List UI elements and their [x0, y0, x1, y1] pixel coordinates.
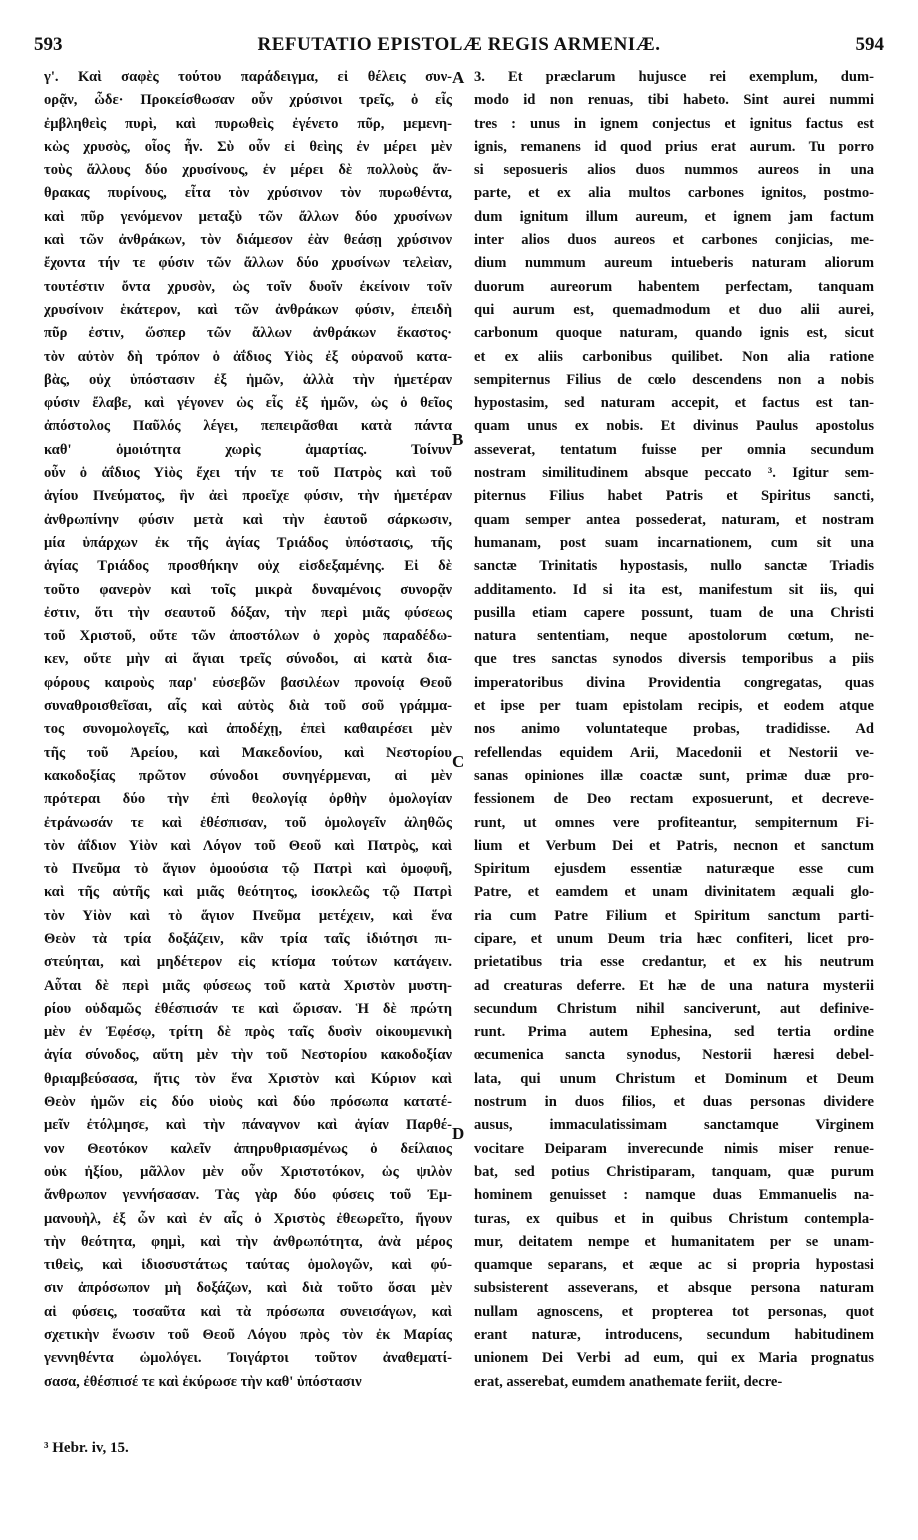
text-line: μανουὴλ, ἐξ ὧν καὶ ἐν αἷς ὁ Χριστὸς ἐθεωρεῖτο, ἤγουν — [44, 1210, 452, 1227]
latin-column — [474, 66, 874, 1394]
text-line: τος συνομολογεῖς, καὶ ἀποδέχῃ, ἐπεὶ καθαιρέσει μὲν — [44, 721, 452, 738]
text-line: φόρους καιροὺς παρ' εὐσεβῶν βασιλέων προνοίᾳ Θεοῦ — [44, 674, 452, 691]
text-line: vocitare Deiparam inverecunde nimis miser renue- — [474, 1140, 874, 1157]
text-line: que tres sanctas synodos diversis temporibus a piis — [474, 651, 874, 668]
text-line: bat, sed potius Christiparam, tanquam, quæ purum — [474, 1163, 874, 1180]
text-line: duorum aureorum habentem perfectam, tanquam — [474, 278, 874, 295]
text-line: κακοδοξίας πρῶτον σύνοδοι συνηγέρμεναι, αἱ μὲν — [44, 767, 452, 784]
text-line: μία ὑπάρχων ἐκ τῆς ἁγίας Τριάδος ὑπόστασις, τῆς — [44, 534, 452, 551]
text-line: πῦρ ἐστιν, ὥσπερ τῶν ἄλλων ἀνθράκων ἕκαστος· — [44, 325, 452, 342]
text-line: ignis, remanens id quod prius erat aurum. Tu porro — [474, 138, 874, 155]
text-line: σασα, ἐθέσπισέ τε καὶ ἐκύρωσε τὴν καθ' ὑπόστασιν — [44, 1373, 362, 1390]
text-line: et ex aliis carbonibus quilibet. Non alia ratione — [474, 348, 874, 365]
running-title: REFUTATIO EPISTOLÆ REGIS ARMENIÆ. — [257, 34, 661, 55]
text-line: θριαμβεύσασα, ἥτις τὸν ἕνα Χριστὸν καὶ Κύριον καὶ — [44, 1070, 452, 1087]
text-line: prietatibus tria esse credantur, et ex his neutrum — [474, 954, 874, 971]
text-line: Spiritum ejusdem essentiæ naturæque esse cum — [474, 861, 874, 878]
text-line: ἀπόστολος Παῦλός λέγει, πεπειρᾶσθαι κατὰ πάντα — [44, 418, 452, 435]
text-line: ad creaturas deferre. Et hæ de una natura mysterii — [474, 977, 874, 994]
text-line: imperatoribus divina Providentia congregatas, quas — [474, 674, 874, 691]
text-line: hominem genuisset : namque duas Emmanuelis na- — [474, 1187, 874, 1204]
text-line: κὼς χρυσὸς, οἷος ἦν. Σὺ οὖν εἰ θεὶης ἐν μέρει μὲν — [44, 138, 452, 155]
text-line: mur, deitatem nempe et humanitatem per se unam- — [474, 1233, 874, 1250]
text-line: nullam agnoscens, et propterea tot personas, quot — [474, 1303, 874, 1320]
text-line: sempiternus Filius de cœlo descendens non a nobis — [474, 371, 874, 388]
text-line: erat, asserebat, eumdem anathemate feriit, decre- — [474, 1373, 783, 1390]
text-line: οὐκ ἠξίου, μᾶλλον μὲν οὖν Χριστοτόκον, ὡς ψιλὸν — [44, 1163, 452, 1180]
text-line: σιν ἀπρόσωπον μὴ δοξάζων, καὶ διὰ τοῦτο ὅσαι μὲν — [44, 1280, 452, 1297]
greek-column — [44, 66, 452, 1394]
text-line: unionem Dei Verbi ad eum, qui ex Maria prognatus — [474, 1350, 874, 1367]
text-line: nostrum in duos filios, et duas personas dividere — [474, 1094, 874, 1111]
text-line: οὖν ὁ ἀΐδιος Υἱὸς ἔχει τήν τε τοῦ Πατρὸς καὶ τοῦ — [44, 465, 452, 482]
text-line: τιθεὶς, καὶ ἰδιοσυστάτως ταύτας ὁμολογῶν, καὶ φύ- — [44, 1257, 452, 1274]
text-line: τῆς τοῦ Ἀρείου, καὶ Μακεδονίου, καὶ Νεστορίου — [44, 744, 452, 761]
text-line: νον Θεοτόκον καλεῖν ἀπηρυθριασμένως ὁ δείλαιος — [44, 1140, 452, 1157]
text-line: tres : unus in ignem conjectus et ignitus factus est — [474, 115, 874, 132]
text-line: καὶ πῦρ γενόμενον μεταξὺ τῶν ἄλλων δύο χρυσίνων — [44, 208, 452, 225]
text-line: στεύηται, καὶ μηδέτερον εἰς κτίσμα τούτων κατάγειν. — [44, 954, 452, 971]
text-line: κεν, οὔτε μὴν αἱ ἅγιαι τρεῖς σύνοδοι, αἱ κατὰ δια- — [44, 651, 452, 668]
text-line: fessionem de Deo rectam exposuerunt, et decreve- — [474, 791, 874, 808]
text-line: Patre, et eamdem et unam divinitatem æquali glo- — [474, 884, 874, 901]
text-line: μεῖν ἐτόλμησε, καὶ τὴν πάναγνον καὶ ἁγίαν Παρθέ- — [44, 1117, 452, 1134]
text-line: erant naturæ, introducens, secundum habitudinem — [474, 1327, 874, 1344]
text-line: quamque separans, et æque ac si propria hypostasi — [474, 1257, 874, 1274]
text-line: nos animo voluntateque probas, tradidisse. Ad — [474, 721, 874, 738]
text-line: καὶ τῆς αὐτῆς καὶ μιᾶς θεότητος, ἰσοκλεῶς τῷ Πατρὶ — [44, 884, 452, 901]
text-line: τὴν θεότητα, φημὶ, καὶ τὴν ἀνθρωπότητα, ἀνὰ μέρος — [44, 1233, 452, 1250]
page-number-left: 593 — [34, 34, 63, 55]
text-line: γ'. Καὶ σαφὲς τούτου παράδειγμα, εἰ θέλεις συν- — [44, 69, 452, 85]
text-line: τὸν Υἱὸν καὶ τὸ ἅγιον Πνεῦμα μετέχειν, καὶ ἕνα — [44, 907, 452, 924]
text-line: τὸν ἀΐδιον Υἱὸν καὶ Λόγον τοῦ Θεοῦ καὶ Πατρὸς, καὶ — [44, 837, 452, 854]
running-header — [34, 34, 884, 58]
text-line: carbonum quoque naturam, quando ignis est, sicut — [474, 325, 874, 342]
text-line: secundum Christum nihil sanciverunt, aut definive- — [474, 1000, 874, 1017]
text-line: et ipse per tuam epistolam recipis, et eodem atque — [474, 698, 874, 715]
text-line: ἐστιν, ὅτι τὴν σεαυτοῦ δόξαν, τὴν περὶ μιᾶς φύσεως — [44, 604, 452, 621]
text-line: ἁγίου Πνεύματος, ἣν ἀεὶ προεῖχε φύσιν, τὴν ἡμετέραν — [44, 488, 452, 505]
text-line: piternus Filius habet Patris et Spiritus sancti, — [474, 488, 874, 505]
text-line: χρυσίνοιν ἑκάτερον, καὶ τῶν ἀνθράκων φύσιν, ἐπειδὴ — [44, 301, 452, 318]
text-line: πρότεραι δύο τὴν ἐπὶ θεολογίᾳ ὀρθὴν ὁμολογίαν — [44, 791, 452, 808]
text-line: τὸ Πνεῦμα τὸ ἅγιον ὁμοούσια τῷ Πατρὶ καὶ ὁμοφυῆ, — [44, 861, 452, 878]
text-line: parte, et ex alia multos carbones ignitos, postmo- — [474, 185, 874, 202]
page-number-right: 594 — [855, 34, 884, 55]
text-line: runt. Prima autem Ephesina, sed tertia ordine — [474, 1024, 874, 1041]
text-line: 3. Et præclarum hujusce rei exemplum, dum- — [474, 69, 874, 85]
text-line: sanas opiniones illæ coactæ sunt, primæ duæ pro- — [474, 767, 874, 784]
text-line: ἔχοντα τήν τε φύσιν τῶν ἄλλων δύο χρυσίνων τελεὶαν, — [44, 255, 452, 272]
text-line: turas, ex quibus et in quibus Christum contempla- — [474, 1210, 874, 1227]
text-line: humanam, post suam incarnationem, cum sit una — [474, 534, 874, 551]
text-line: ορᾷν, ὧδε· Προκείσθωσαν οὖν χρύσινοι τρεῖς, ὁ εἷς — [44, 92, 452, 109]
text-line: Θεὸν ἡμῶν εἰς δύο υἱοὺς καὶ δύο πρόσωπα κατατέ- — [44, 1094, 452, 1111]
text-line: additamento. Id si ita est, manifestum sit iis, qui — [474, 581, 874, 598]
text-line: refellendas equidem Arii, Macedonii et Nestorii ve- — [474, 744, 874, 761]
text-line: ἀνθρωπίνην φύσιν μετὰ καὶ τὴν ἑαυτοῦ σάρκωσιν, — [44, 511, 452, 528]
text-line: τοῦ Χριστοῦ, οὔτε τῶν ἀποστόλων ὁ χορὸς παραδέδω- — [44, 628, 452, 645]
text-line: γεννηθέντα ὡμολόγει. Τοιγάρτοι τοῦτον ἀναθεματί- — [44, 1350, 452, 1367]
text-line: τουτέστιν ὄντα χρυσὸν, ὡς τοῖν δυοῖν ἐκείνοιν τοῖν — [44, 278, 452, 295]
section-marker-b: B — [452, 430, 464, 449]
text-line: βὰς, οὐχ ὑπόστασιν ἐξ ἡμῶν, ἀλλὰ τὴν ἡμετέραν — [44, 371, 452, 388]
text-line: Αὗται δὲ περὶ μιᾶς φύσεως τοῦ κατὰ Χριστὸν μυστη- — [44, 977, 452, 994]
text-line: καθ' ὁμοιότητα χωρὶς ἁμαρτίας. Τοίνυν — [44, 441, 452, 458]
text-line: συναθροισθεῖσαι, αἷς καὶ αὐτὸς διὰ τοῦ σοῦ γράμμα- — [44, 698, 452, 715]
text-line: φύσιν ἔλαβε, καὶ γέγονεν ὡς εἷς ἐξ ἡμῶν, ὡς ὁ θεῖος — [44, 395, 452, 412]
text-line: θρακας πυρίνους, εἶτα τὸν χρύσινον τὸν πυρωθέντα, — [44, 185, 452, 202]
text-line: lata, qui unum Christum et Dominum et Deum — [474, 1070, 874, 1087]
section-marker-c: C — [452, 752, 465, 771]
text-line: ἐτράνωσάν τε καὶ ἐθέσπισαν, τοῦ ὁμολογεῖν ἀληθῶς — [44, 814, 452, 831]
text-line: ria cum Patre Filium et Spiritum sanctum parti- — [474, 907, 874, 924]
text-line: natura sententiam, neque apostolorum cœtum, ne- — [474, 628, 874, 645]
text-line: σχετικὴν ἕνωσιν τοῦ Θεοῦ Λόγου πρὸς τὸν ἐκ Μαρίας — [44, 1327, 452, 1344]
text-line: μὲν ἐν Ἐφέσῳ, τρίτη δὲ πρὸς ταῖς δυσὶν οἰκουμενικὴ — [44, 1024, 452, 1041]
text-line: lium et Verbum Dei et Patris, necnon et sanctum — [474, 837, 874, 854]
text-line: Θεὸν τὰ τρία δοξάζειν, κἂν τρία ταῖς ἰδιότησι πι- — [44, 930, 452, 947]
text-line: dum ignitum illum aureum, et ignem jam factum — [474, 208, 874, 225]
text-line: ἁγία σύνοδος, αὕτη μὲν τὴν τοῦ Νεστορίου κακοδοξίαν — [44, 1047, 452, 1064]
text-line: qui aurum est, quemadmodum et duo alii aurei, — [474, 301, 874, 318]
text-line: sanctæ Trinitatis hypostasis, nullo sanctæ Triadis — [474, 558, 874, 575]
text-line: pusilla etiam capere possunt, tuam de una Christi — [474, 604, 874, 621]
text-line: ἄνθρωπον γεννήσασαν. Τὰς γὰρ δύο φύσεις τοῦ Ἐμ- — [44, 1187, 452, 1204]
text-line: τὸν αὐτὸν δὴ τρόπον ὁ ἀΐδιος Υἱὸς ἐξ οὐρανοῦ κατα- — [44, 348, 452, 365]
text-line: τοὺς ἄλλους δύο χρυσίνους, ἐν μέρει δὲ πολλοὺς ἄν- — [44, 162, 452, 179]
section-marker-a: A — [452, 68, 465, 87]
text-line: ἁγίας Τριάδος προσθήκην οὐχ εἰσδεξαμένης. Εἰ δὲ — [44, 558, 452, 575]
text-line: runt, ut omnes vere profiteantur, sempiternum Fi- — [474, 814, 874, 831]
text-line: quam semper antea possederat, naturam, et nostram — [474, 511, 874, 528]
text-line: dium nummum aureum intueberis naturam aliorum — [474, 255, 874, 272]
text-line: inter alios duos aureos et carbones conjicias, me- — [474, 232, 874, 249]
text-line: modo id non renuas, tibi habeto. Sint aurei nummi — [474, 92, 874, 109]
text-line: ausus, immaculatissimam sanctamque Virginem — [474, 1117, 874, 1134]
text-line: asseverat, tentatum fuisse per omnia secundum — [474, 441, 874, 458]
text-line: ἐμβληθεὶς πυρὶ, καὶ πυρωθεὶς ἐγένετο πῦρ, μεμενη- — [44, 115, 452, 132]
text-line: hypostasim, sed naturam accepit, et factus est tan- — [474, 395, 874, 412]
text-line: nostram similitudinem absque peccato ³. Igitur sem- — [474, 465, 874, 482]
section-marker-d: D — [452, 1124, 465, 1143]
text-line: subsisterent asseverans, et absque persona naturam — [474, 1280, 874, 1297]
text-line: αἱ φύσεις, τοσαῦτα καὶ τὰ πρόσωπα συνεισάγων, καὶ — [44, 1303, 452, 1320]
text-line: œcumenica sancta synodus, Nestorii hæresi debel- — [474, 1047, 874, 1064]
text-line: τοῦτο φανερὸν καὶ τοῖς μικρὰ δυναμένοις συνορᾷν — [44, 581, 452, 598]
text-line: cipare, et unum Deum tria hæc confiteri, licet pro- — [474, 930, 874, 947]
text-line: ρίου οὐδαμῶς ἐθέσπισάν τε καὶ ὥρισαν. Ἡ δὲ πρώτη — [44, 1000, 452, 1017]
text-line: καὶ τῶν ἀνθράκων, τὸν διάμεσον ἐὰν θεάσῃ χρύσινον — [44, 232, 452, 249]
text-line: quam unus ex nobis. Et divinus Paulus apostolus — [474, 418, 874, 435]
footnote: ³ Hebr. iv, 15. — [44, 1440, 129, 1456]
text-line: si seposueris alios duos nummos aureos in una — [474, 162, 874, 179]
